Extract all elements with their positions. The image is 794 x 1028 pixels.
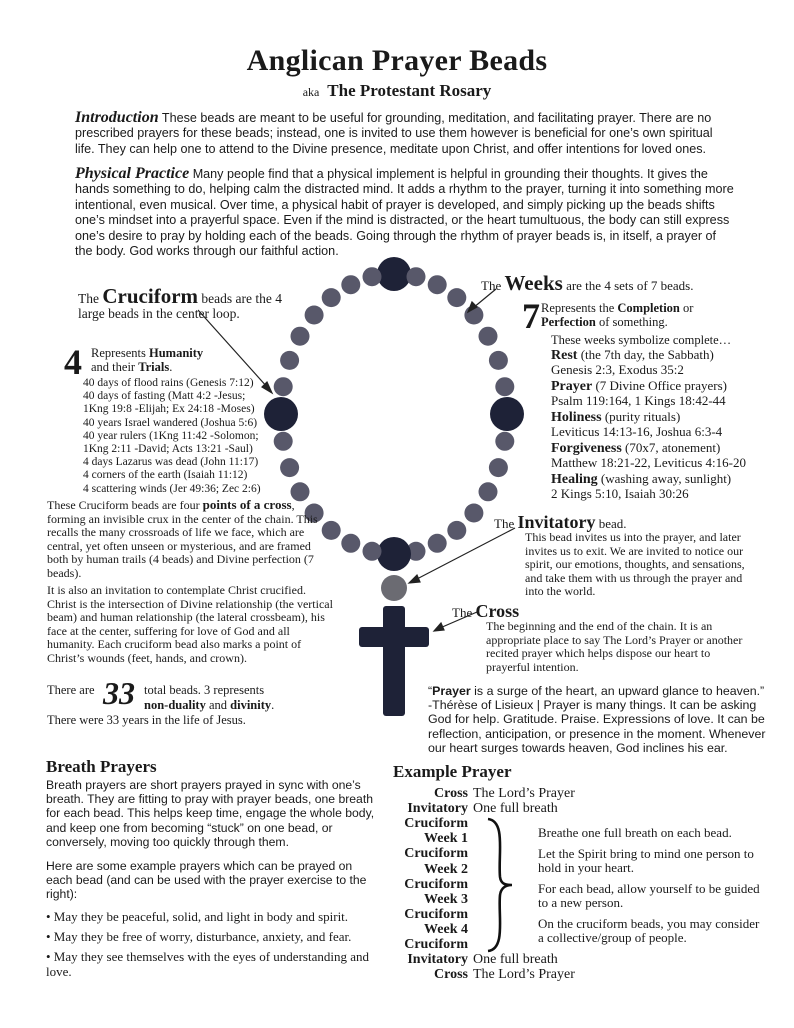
week-bead: [291, 327, 310, 346]
cruciform-name: Cruciform: [102, 284, 199, 308]
example-row-label: Cross: [434, 967, 468, 983]
trials-period: .: [169, 359, 173, 374]
weeks-caption: [481, 271, 694, 296]
breath-prayer-bullet: • May they be peaceful, solid, and light in body and spirit.: [46, 908, 349, 924]
reference-item: 4 days Lazarus was dead (John 11:17): [83, 456, 259, 469]
points-post: , forming an invisible crux in the center of the chain. This recalls the many crossroads of life we face, which are central, yet often unseen or mysterious, and are framed both by human trails (4 beads) and Divine perfection (7 beads).: [47, 498, 318, 580]
cruciform-caption: [78, 284, 283, 321]
points-pre: These Cruciform beads are four: [47, 498, 200, 512]
and-label: and: [208, 698, 228, 712]
week-bead: [363, 267, 382, 286]
physical-practice-heading: Physical Practice: [75, 165, 190, 182]
cross-horizontal-beam: [359, 627, 429, 647]
reference-item: 4 corners of the earth (Isaiah 11:12): [83, 469, 248, 482]
week-bead: [447, 288, 466, 307]
week-item-note: (the 7th day, the Sabbath): [580, 347, 714, 362]
breath-prayers-p2: Here are some example prayers which can be prayed on each bead (and can be used with the prayer exercise to the right):: [46, 859, 367, 902]
week-item-name: Holiness: [551, 410, 602, 425]
quote-open: “: [428, 684, 433, 698]
cross-shape: [359, 606, 429, 716]
week-item-ref: Genesis 2:3, Exodus 35:2: [551, 362, 684, 377]
cruciform-bead: [490, 397, 524, 431]
subtitle-text: The Protestant Rosary: [327, 81, 492, 100]
breath-prayer-bullet: • May they be free of worry, disturbance, anxiety, and fear.: [46, 928, 352, 944]
week-item: [551, 410, 766, 439]
weeks-number: 7: [522, 296, 540, 336]
introduction-text: These beads are meant to be useful for grounding, meditation, and facilitating prayer. There are no prescribed prayers for these beads; instead, one is invited to use them however is beneficial for one’s own spiritual life. They can help one to attend to the Divine presence, meditate upon Christ, and offer intentions for loved ones.: [75, 111, 713, 156]
week-item-note: (washing away, sunlight): [600, 471, 732, 486]
week-item: [551, 348, 766, 377]
breath-prayers-title: Breath Prayers: [46, 757, 157, 776]
week-bead: [489, 351, 508, 370]
weeks-list: [551, 348, 766, 501]
week-item-ref: Psalm 119:164, 1 Kings 18:42-44: [551, 393, 726, 408]
example-note: For each bead, allow yourself to be guided to a new person.: [538, 880, 760, 910]
example-row-text: The Lord’s Prayer: [473, 786, 575, 801]
week-bead: [479, 327, 498, 346]
example-row-label: Week 3: [424, 891, 468, 907]
reference-item: 40 days of fasting (Matt 4:2 -Jesus;: [83, 390, 246, 403]
reference-item: 40 days of flood rains (Genesis 7:12): [83, 377, 254, 389]
example-prayer-title: Example Prayer: [393, 762, 512, 781]
week-item-name: Prayer: [551, 379, 593, 394]
weeks-description: are the 4 sets of 7 beads.: [566, 278, 694, 293]
cruciform-the: The: [78, 291, 99, 306]
reference-item: 40 years Israel wandered (Joshua 5:6): [83, 416, 258, 429]
introduction-heading: Introduction: [75, 109, 159, 126]
reference-item: 40 year rulers (1Kng 11:42 -Solomon;: [83, 429, 259, 442]
prayer-quote: [428, 684, 768, 755]
cross-vertical-beam: [383, 606, 405, 716]
example-note: On the cruciform beads, you may consider a collective/group of people.: [538, 915, 760, 945]
there-are-label: There are: [47, 683, 95, 697]
and-their-label: and their: [91, 359, 136, 374]
week-bead: [428, 534, 447, 553]
reference-item: 1Kng 19:8 -Elijah; Ex 24:18 -Moses): [83, 403, 255, 416]
weeks-represents-label: Represents the: [541, 301, 615, 315]
example-row-label: Cruciform: [404, 846, 468, 862]
physical-practice-text: Many people find that a physical implement is helpful in grounding their thoughts. It gives the hands something to do, helping calm the distracted mind. It adds a rhythm to the prayer, turning it into something more intentional, even musical. Over time, a physical habit of prayer is developed, and simply picking up the beads shifts one’s mindset into a prayerful space. Even if the mind is distracted, or the heart tumultuous, the body can still express one’s desire to pray by holding each of the beads. Going through the rhythm of prayer beads is, in itself, a prayer of the body. God works through our faithful action.: [75, 167, 734, 259]
invitatory-text: This bead invites us into the prayer, and later invites us to exit. We are invited to notice our spirit, our emotions, thoughts, and sensations, and take them with us through the prayer and into the world.: [525, 530, 745, 598]
total-beads-description: [144, 683, 294, 713]
page-title: Anglican Prayer Beads: [246, 44, 548, 77]
invitatory-arrowhead: [409, 575, 420, 583]
week-item: [551, 379, 766, 408]
points-of-a-cross: points of a cross: [202, 497, 292, 512]
example-row-label: Invitatory: [407, 952, 468, 968]
example-note: Breathe one full breath on each bead.: [538, 825, 732, 840]
example-row-text: One full breath: [473, 952, 558, 968]
total-beads-number: 33: [103, 675, 135, 711]
represents-label: Represents: [91, 346, 146, 360]
cruciform-represents: [91, 347, 203, 374]
week-bead: [428, 275, 447, 294]
week-bead: [322, 288, 341, 307]
aka-label: aka: [302, 85, 320, 99]
week-item-ref: Leviticus 14:13-16, Joshua 6:3-4: [551, 424, 723, 439]
curly-brace: [480, 815, 520, 955]
cross-name: Cross: [475, 601, 520, 621]
cruciform-description: beads are the 4 large beads in the center loop.: [78, 291, 282, 321]
invitatory-the: The: [494, 516, 515, 531]
week-bead: [280, 351, 299, 370]
breath-prayer-bullet: • May they see themselves with the eyes of understanding and love.: [46, 949, 369, 979]
nonduality-label: non-duality: [144, 698, 206, 712]
weeks-the: The: [481, 278, 502, 293]
invitatory-arrow: [415, 528, 515, 580]
cross-arrowhead: [434, 623, 444, 631]
example-row-label: Invitatory: [407, 801, 468, 817]
cross-the: The: [452, 605, 473, 620]
weeks-name: Weeks: [504, 271, 563, 295]
divinity-label: divinity: [230, 698, 272, 712]
reference-item: 4 scattering winds (Jer 49:36; Zec 2:6): [83, 482, 261, 495]
reference-item: 1Kng 2:11 -David; Acts 13:21 -Saul): [83, 443, 253, 456]
example-row-label: Cruciform: [404, 906, 468, 922]
or-label: or: [683, 301, 694, 315]
quote-text: is a surge of the heart, an upward glance to heaven.”: [470, 684, 765, 698]
example-prayer-notes: [538, 826, 763, 946]
week-bead: [341, 275, 360, 294]
of-something-label: of something.: [598, 315, 668, 329]
example-row-text: One full breath: [473, 801, 558, 817]
week-item-name: Rest: [551, 348, 578, 363]
week-bead: [464, 504, 483, 523]
invitatory-bead: [381, 575, 407, 601]
humanity-label: Humanity: [148, 346, 204, 360]
week-bead: [407, 267, 426, 286]
week-item-note: (70x7, atonement): [625, 440, 721, 455]
cruciform-references: [83, 377, 283, 496]
example-row-label: Week 1: [424, 831, 468, 847]
quote-attribution: -Thérèse of Lisieux | Prayer is many things. It can be asking God for help. Gratitude. Praise. Expressions of love. It can be reflection, anticipation, or presence in the moment. Whenever our heart surges towards heaven, God inclines his ear.: [428, 698, 766, 755]
completion-label: Completion: [617, 301, 680, 315]
week-item-name: Forgiveness: [551, 441, 622, 456]
invitatory-name: Invitatory: [517, 512, 596, 532]
example-row-label: Week 2: [424, 861, 468, 877]
cruciform-invitation-paragraph: It is also an invitation to contemplate Christ crucified. Christ is the intersection of Divine relationship (the vertical beam) and human relationship (the lateral crossbeam), his face at the center, suffering for love of God and all humanity. Each cruciform bead also marks a point of Christ’s wounds (feet, hands, and crown).: [47, 583, 333, 665]
example-row-text: The Lord’s Prayer: [473, 967, 575, 983]
cruciform-points-paragraph: [47, 498, 332, 580]
example-row-label: Cross: [434, 786, 468, 801]
cruciform-bead: [377, 537, 411, 571]
week-bead: [495, 377, 514, 396]
quote-bold: Prayer: [432, 684, 471, 698]
example-row-label: Cruciform: [404, 937, 468, 952]
breath-prayers-p1: Breath prayers are short prayers prayed in sync with one’s breath. They are fitting to pray with prayer beads, one breath for each bead. This helps keep time, engage the whole body, and keep one from becoming “stuck” on one bead, or conversely, moving too quickly through them.: [46, 778, 375, 849]
week-bead: [447, 521, 466, 540]
week-bead: [479, 482, 498, 501]
total-rest: total beads. 3 represents: [144, 683, 265, 697]
perfection-label: Perfection: [541, 315, 596, 329]
week-item-note: (purity rituals): [604, 409, 681, 424]
breath-prayers-section: [46, 778, 376, 979]
week-item: [551, 472, 766, 501]
week-item: [551, 441, 766, 470]
jesus-years-text: There were 33 years in the life of Jesus.: [47, 713, 246, 727]
week-bead: [495, 432, 514, 451]
invitatory-bead-label: bead.: [598, 516, 627, 531]
example-row-label: Cruciform: [404, 876, 468, 892]
week-bead: [489, 458, 508, 477]
week-item-note: (7 Divine Office prayers): [595, 378, 727, 393]
week-item-ref: Matthew 18:21-22, Leviticus 4:16-20: [551, 455, 746, 470]
weeks-symbolize: These weeks symbolize complete…: [551, 333, 732, 347]
example-row-label: Cruciform: [404, 816, 468, 832]
week-bead: [305, 306, 324, 325]
cross-text: The beginning and the end of the chain. It is an appropriate place to say The Lord’s Prayer or another recited prayer which helps dispose our heart to prayerful intention.: [486, 619, 743, 674]
weeks-represents: [541, 301, 741, 329]
week-item-ref: 2 Kings 5:10, Isaiah 30:26: [551, 486, 689, 501]
week-item-name: Healing: [551, 472, 598, 487]
week-bead: [363, 542, 382, 561]
cruciform-number: 4: [64, 342, 82, 382]
invitatory-bead-group: [381, 575, 407, 601]
divinity-period: .: [271, 698, 275, 712]
week-bead: [341, 534, 360, 553]
trials-label: Trials: [138, 359, 170, 374]
example-row-label: Week 4: [424, 921, 468, 937]
cruciform-bead: [377, 257, 411, 291]
example-note: Let the Spirit bring to mind one person to hold in your heart.: [538, 845, 754, 875]
